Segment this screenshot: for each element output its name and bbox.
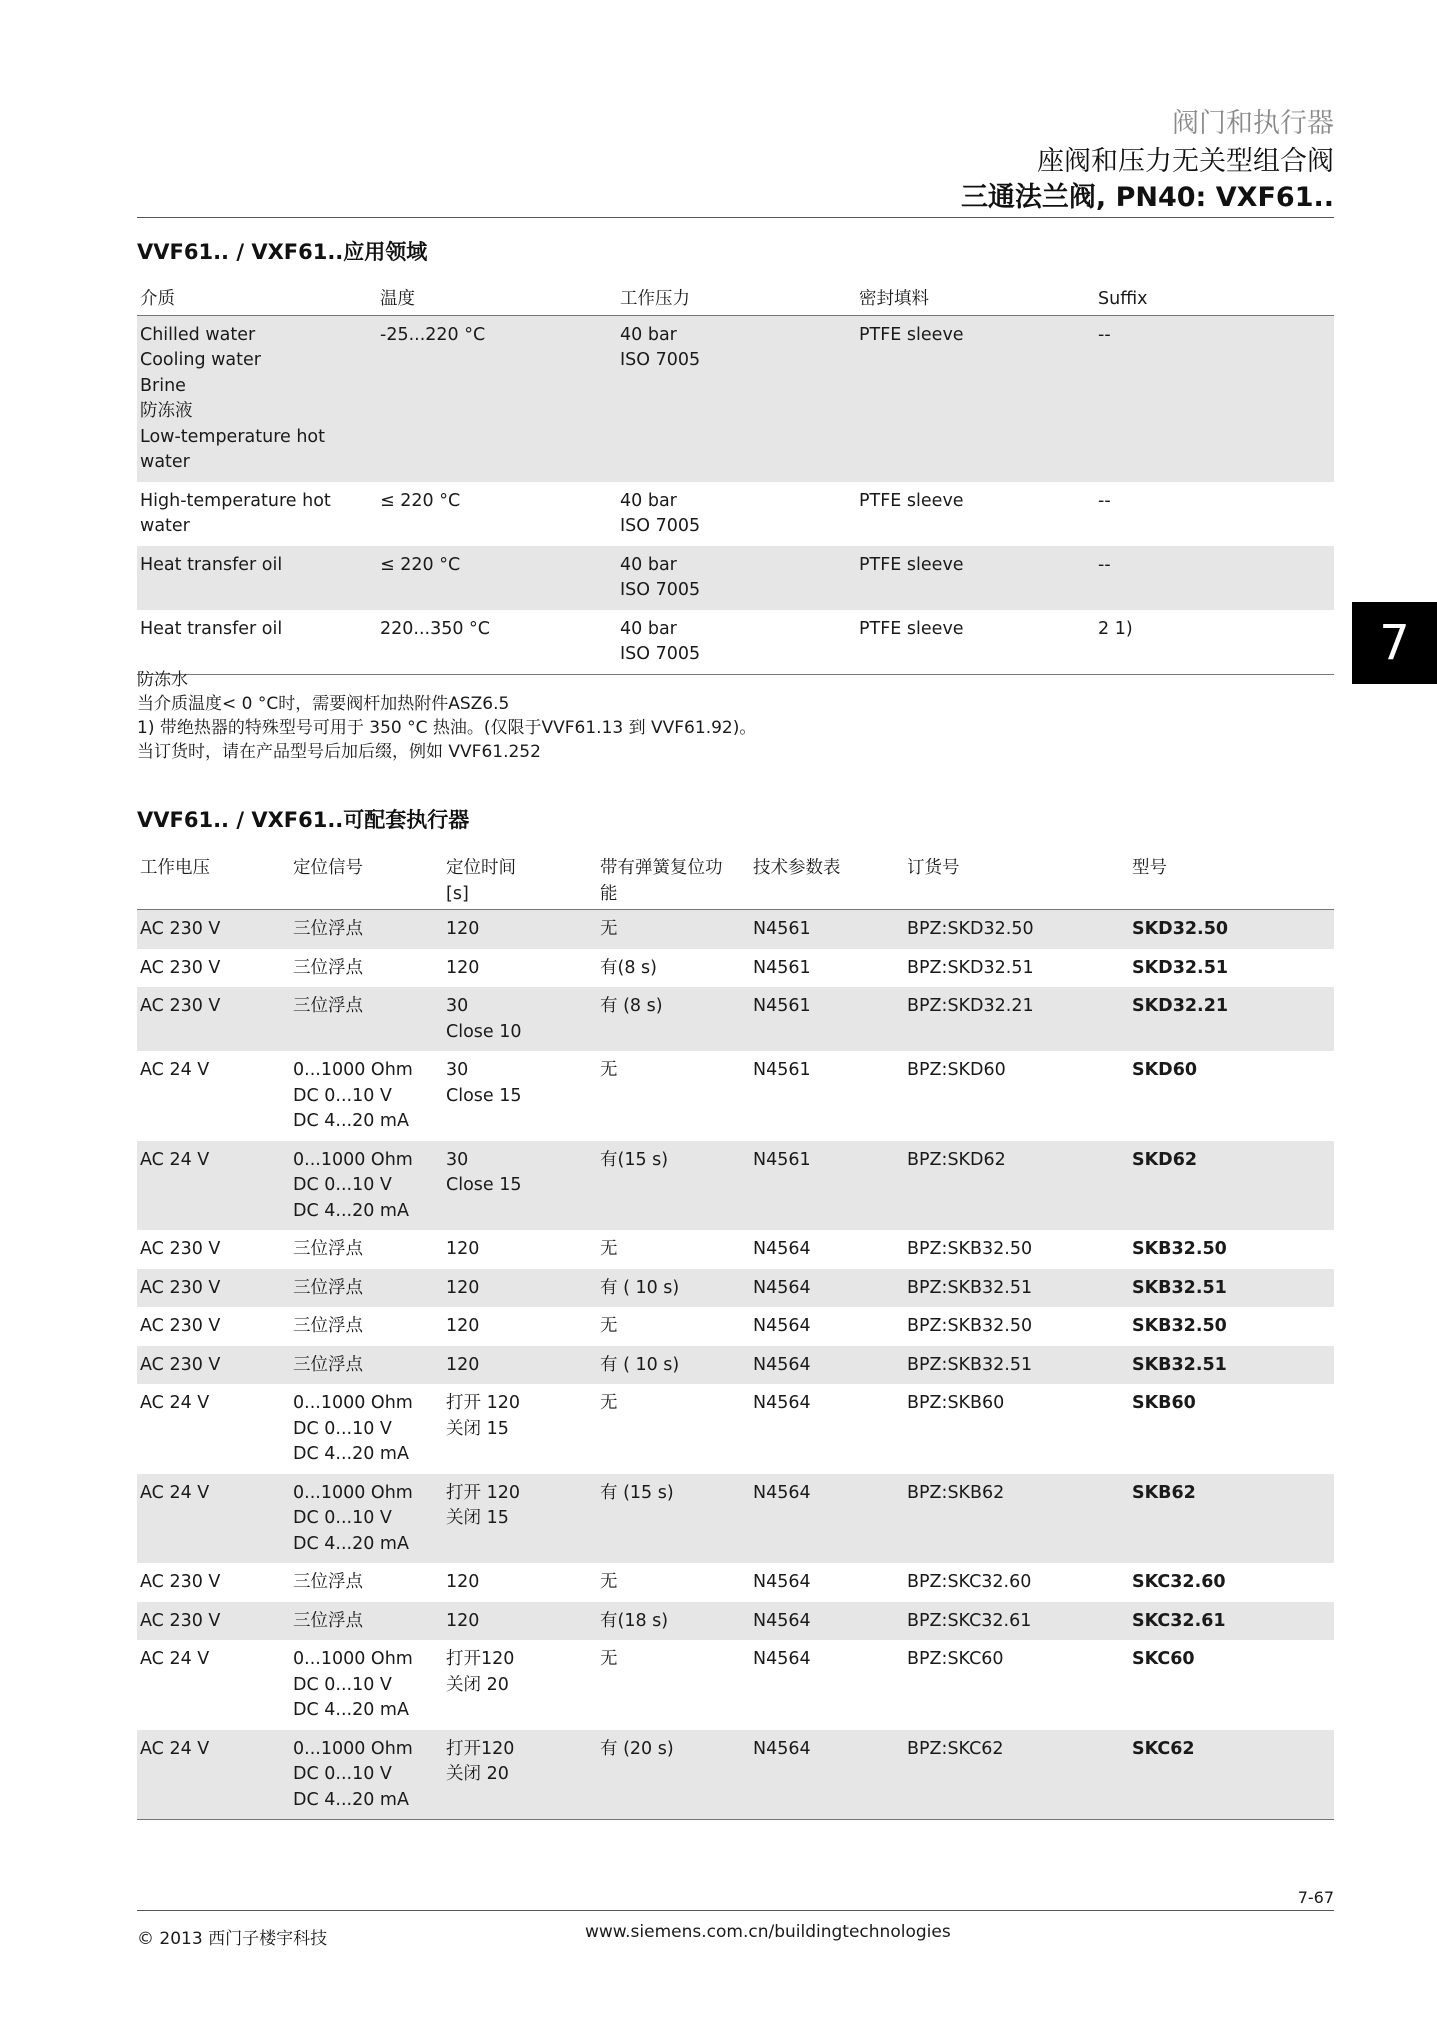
table-cell: N4564: [753, 1572, 811, 1592]
table-cell: BPZ:SKD32.21: [904, 987, 1129, 1051]
table-cell: N4564: [750, 1474, 904, 1564]
table-cell: -25...220 °C: [377, 315, 617, 482]
column-header: 工作电压: [137, 852, 290, 910]
table-cell: 打开 120 关闭 15: [446, 1393, 520, 1439]
column-header: 带有弹簧复位功 能: [597, 852, 750, 910]
table-cell: AC 24 V: [140, 1060, 210, 1080]
table-cell: 有(8 s): [600, 957, 657, 978]
table-cell: Chilled water Cooling water Brine 防冻液 Low-temperature hot water: [137, 315, 377, 482]
table-row: [137, 949, 1334, 988]
table-cell: 0...1000 Ohm DC 0...10 V DC 4...20 mA: [290, 1730, 443, 1820]
table-row: [137, 1346, 1334, 1385]
column-header: 工作压力: [617, 283, 856, 315]
table-cell: PTFE sleeve: [856, 610, 1095, 675]
table-cell: N4561: [753, 957, 811, 978]
table-cell: 30 Close 15: [446, 1060, 522, 1106]
table-cell: AC 24 V: [140, 1393, 210, 1413]
table-cell: SKB60: [1132, 1393, 1196, 1413]
table-cell: 0...1000 Ohm DC 0...10 V DC 4...20 mA: [293, 1393, 413, 1464]
actuators-table: [137, 852, 1334, 1820]
table-cell: ≤ 220 °C: [377, 546, 617, 610]
page-subtitle: 三通法兰阀, PN40: VXF61..: [960, 182, 1334, 213]
table-cell: N4564: [750, 1730, 904, 1820]
table-cell: AC 230 V: [137, 1346, 290, 1385]
table-row: [137, 1730, 1334, 1820]
table-cell: 三位浮点: [290, 1602, 443, 1641]
table-cell: AC 230 V: [137, 1269, 290, 1308]
table-cell: 三位浮点: [290, 987, 443, 1051]
table-row: [137, 1384, 1334, 1474]
table-cell: AC 230 V: [137, 910, 290, 949]
table-cell: 120: [446, 1239, 480, 1259]
table-cell: 三位浮点: [290, 910, 443, 949]
table-cell: BPZ:SKC32.61: [904, 1602, 1129, 1641]
table-row: [137, 910, 1334, 949]
table-cell: AC 230 V: [140, 957, 221, 978]
note-line: 1) 带绝热器的特殊型号可用于 350 °C 热油。(仅限于VVF61.13 到 VVF61.92)。: [137, 718, 757, 738]
table-cell: N4564: [753, 1316, 811, 1336]
column-header: 定位时间 [s]: [443, 852, 597, 910]
table-cell: PTFE sleeve: [859, 490, 964, 511]
table-cell: SKC32.60: [1132, 1572, 1226, 1592]
table-cell: AC 24 V: [137, 1730, 290, 1820]
column-header: 订货号: [904, 852, 1129, 910]
table-cell: ≤ 220 °C: [380, 490, 461, 511]
table-cell: N4561: [753, 1060, 811, 1080]
table-cell: SKB32.50: [1132, 1239, 1227, 1259]
table-cell: 有(18 s): [597, 1602, 750, 1641]
table-cell: 40 bar ISO 7005: [617, 315, 856, 482]
table-cell: PTFE sleeve: [856, 315, 1095, 482]
footer-divider: [137, 1910, 1334, 1911]
table-row: [137, 482, 1334, 546]
column-header: 定位信号: [290, 852, 443, 910]
column-header: 技术参数表: [750, 852, 904, 910]
table-cell: 无: [597, 910, 750, 949]
table-cell: Heat transfer oil: [137, 610, 377, 675]
chapter-tab-marker: 7: [1352, 602, 1437, 684]
table-cell: AC 230 V: [140, 1316, 221, 1336]
table-cell: 打开 120 关闭 15: [443, 1474, 597, 1564]
table-cell: High-temperature hot water: [140, 490, 331, 536]
table-cell: 120: [443, 1346, 597, 1385]
table-cell: 有 (20 s): [597, 1730, 750, 1820]
table-cell: 30 Close 10: [443, 987, 597, 1051]
table-cell: SKB32.51: [1129, 1269, 1334, 1308]
table-cell: SKD60: [1132, 1060, 1198, 1080]
table-cell: N4564: [753, 1649, 811, 1669]
table-row: [137, 1307, 1334, 1346]
table-cell: PTFE sleeve: [856, 546, 1095, 610]
table-cell: 三位浮点: [293, 1239, 363, 1259]
table-cell: SKC60: [1132, 1649, 1195, 1669]
table-cell: 220...350 °C: [377, 610, 617, 675]
table-cell: AC 230 V: [140, 1572, 221, 1592]
table-cell: BPZ:SKD32.51: [907, 957, 1034, 978]
table-cell: 0...1000 Ohm DC 0...10 V DC 4...20 mA: [293, 1649, 413, 1720]
table-cell: BPZ:SKD32.50: [904, 910, 1129, 949]
table-row: [137, 546, 1334, 610]
table-cell: --: [1095, 546, 1334, 610]
table-cell: 120: [446, 1572, 480, 1592]
table-cell: BPZ:SKC60: [907, 1649, 1004, 1669]
table-cell: N4561: [750, 910, 904, 949]
column-header: 介质: [137, 283, 377, 315]
table-cell: SKB32.50: [1132, 1316, 1227, 1336]
column-header: Suffix: [1095, 283, 1334, 315]
table-row: [137, 1269, 1334, 1308]
table-cell: N4564: [750, 1602, 904, 1641]
column-header: 密封填料: [856, 283, 1095, 315]
table-cell: AC 24 V: [137, 1141, 290, 1231]
table-cell: 有(15 s): [597, 1141, 750, 1231]
table-cell: 无: [600, 1572, 618, 1592]
table-cell: BPZ:SKB32.50: [907, 1239, 1033, 1259]
table-cell: 三位浮点: [293, 957, 363, 978]
table-row: [137, 1474, 1334, 1564]
column-header: 温度: [377, 283, 617, 315]
table-cell: SKD32.50: [1129, 910, 1334, 949]
table-row: [137, 1230, 1334, 1269]
notes-block: [137, 668, 756, 764]
table-cell: 2 1): [1095, 610, 1334, 675]
table-cell: SKB62: [1129, 1474, 1334, 1564]
table-cell: 无: [600, 1239, 618, 1259]
table-cell: AC 24 V: [140, 1649, 210, 1669]
table-cell: N4564: [750, 1346, 904, 1385]
table-row: [137, 315, 1334, 482]
table-cell: AC 230 V: [137, 987, 290, 1051]
note-line: 当订货时，请在产品型号后加后缀，例如 VVF61.252: [137, 742, 541, 762]
table-cell: 0...1000 Ohm DC 0...10 V DC 4...20 mA: [293, 1060, 413, 1131]
table-row: [137, 610, 1334, 675]
table-cell: 120: [443, 910, 597, 949]
table-cell: BPZ:SKD60: [907, 1060, 1006, 1080]
table-cell: 0...1000 Ohm DC 0...10 V DC 4...20 mA: [290, 1141, 443, 1231]
table-cell: 40 bar ISO 7005: [617, 546, 856, 610]
header-divider: [137, 217, 1334, 218]
table-cell: BPZ:SKD62: [904, 1141, 1129, 1231]
table-cell: N4561: [750, 987, 904, 1051]
table-cell: BPZ:SKB32.51: [904, 1269, 1129, 1308]
page-title: 座阀和压力无关型组合阀: [1037, 146, 1334, 177]
table-row: [137, 1640, 1334, 1730]
footer-url-link[interactable]: www.siemens.com.cn/buildingtechnologies: [585, 1922, 951, 1942]
table-cell: 无: [600, 1060, 618, 1080]
table-cell: N4564: [753, 1393, 811, 1413]
table-cell: SKC62: [1129, 1730, 1334, 1820]
table-cell: 无: [600, 1316, 618, 1336]
table-cell: BPZ:SKB32.50: [907, 1316, 1033, 1336]
table-cell: 有 ( 10 s): [597, 1269, 750, 1308]
table-cell: --: [1095, 315, 1334, 482]
table-row: [137, 1602, 1334, 1641]
column-header: 型号: [1129, 852, 1334, 910]
table-cell: 无: [600, 1393, 618, 1413]
table-cell: AC 230 V: [140, 1239, 221, 1259]
table-cell: 三位浮点: [290, 1346, 443, 1385]
table-cell: SKB32.51: [1129, 1346, 1334, 1385]
table-row: [137, 1563, 1334, 1602]
table-cell: SKD62: [1129, 1141, 1334, 1231]
table-cell: BPZ:SKB62: [904, 1474, 1129, 1564]
table-cell: AC 230 V: [137, 1602, 290, 1641]
table-cell: 打开120 关闭 20: [443, 1730, 597, 1820]
table-cell: N4561: [750, 1141, 904, 1231]
page-number: 7-67: [1297, 1888, 1334, 1907]
note-line: 防冻水: [137, 670, 188, 690]
table-cell: --: [1098, 490, 1111, 511]
table-cell: Heat transfer oil: [137, 546, 377, 610]
section-actuators-title: VVF61.. / VXF61..可配套执行器: [137, 808, 470, 832]
table-cell: 有 (15 s): [597, 1474, 750, 1564]
table-cell: N4564: [753, 1239, 811, 1259]
table-row: [137, 1051, 1334, 1141]
table-cell: 无: [600, 1649, 618, 1669]
table-row: [137, 987, 1334, 1051]
table-cell: SKD32.51: [1132, 957, 1229, 978]
application-table: [137, 283, 1334, 675]
table-cell: 120: [443, 1602, 597, 1641]
table-cell: BPZ:SKC32.60: [907, 1572, 1032, 1592]
table-cell: 120: [446, 1316, 480, 1336]
table-row: [137, 1141, 1334, 1231]
header-category: 阀门和执行器: [1172, 108, 1334, 139]
table-cell: BPZ:SKB60: [907, 1393, 1005, 1413]
table-cell: 三位浮点: [293, 1572, 363, 1592]
table-cell: 打开120 关闭 20: [446, 1649, 515, 1695]
copyright-text: © 2013 西门子楼宇科技: [137, 1929, 328, 1949]
table-cell: N4564: [750, 1269, 904, 1308]
table-cell: 三位浮点: [290, 1269, 443, 1308]
table-cell: 有 (8 s): [597, 987, 750, 1051]
table-cell: 0...1000 Ohm DC 0...10 V DC 4...20 mA: [290, 1474, 443, 1564]
table-cell: 三位浮点: [293, 1316, 363, 1336]
table-cell: 40 bar ISO 7005: [620, 490, 701, 536]
note-line: 当介质温度< 0 °C时，需要阀杆加热附件ASZ6.5: [137, 694, 510, 714]
table-cell: BPZ:SKC62: [904, 1730, 1129, 1820]
table-cell: SKD32.21: [1129, 987, 1334, 1051]
table-cell: 40 bar ISO 7005: [617, 610, 856, 675]
table-cell: 有 ( 10 s): [597, 1346, 750, 1385]
table-cell: 120: [443, 1269, 597, 1308]
table-cell: BPZ:SKB32.51: [904, 1346, 1129, 1385]
table-cell: SKC32.61: [1129, 1602, 1334, 1641]
table-cell: 120: [446, 957, 480, 978]
table-cell: 30 Close 15: [443, 1141, 597, 1231]
table-cell: AC 24 V: [137, 1474, 290, 1564]
section-application-title: VVF61.. / VXF61..应用领域: [137, 240, 428, 264]
